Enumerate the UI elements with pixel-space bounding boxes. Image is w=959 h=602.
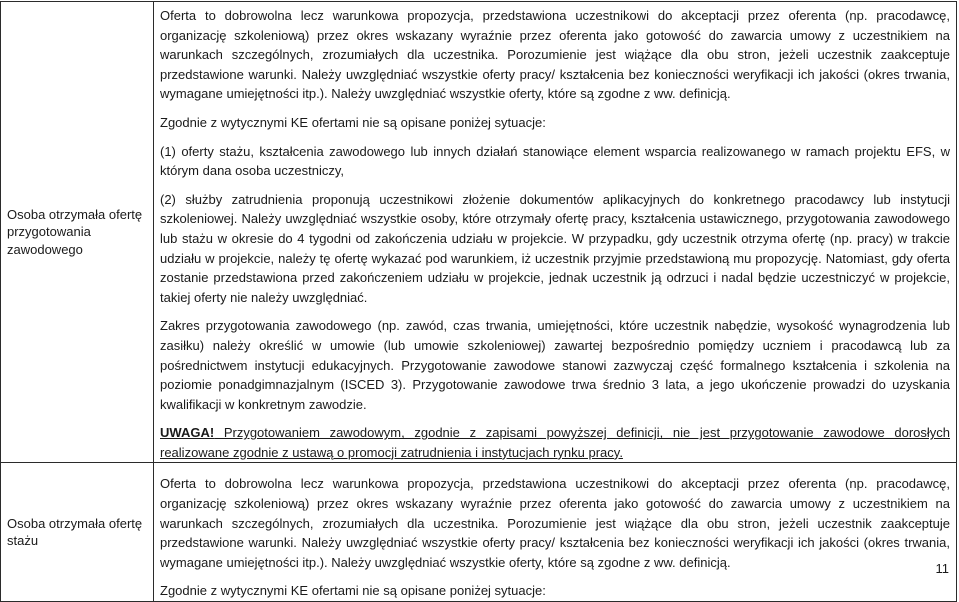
exclusion-item-1: (1) oferty stażu, kształcenia zawodowego lub innych działań stanowiące element wsparcia realizowanego w ramach projektu EFS, w którym dana osoba uczestniczy, (160, 143, 950, 179)
warning-label: UWAGA! (160, 425, 215, 441)
row-content-cell (154, 2, 957, 463)
vocational-training-definition: Zakres przygotowania zawodowego (np. zawód, czas trwania, umiejętności, które uczestnik nabędzie, wysokość wynagrodzenia lub zasiłku) należy określić w umowie (lub umowie szkoleniowej) zawartej bezpośrednio pomiędzy uczniem i pracodawcą lub za pośrednictwem instytucji edukacyjnych. Przygotowanie zawodowe stanowi zazwyczaj część formalnego kształcenia i szkolenia na poziomie ponadgimnazjalnym (ISCED 3). Przygotowanie zawodowe trwa średnio 3 lata, a jego ukończenie prowadzi do uzyskania kwalifikacji w konkretnym zawodzie. (160, 318, 950, 412)
warning-paragraph (160, 423, 950, 462)
table-row (1, 2, 957, 463)
row-label-cell (1, 463, 154, 602)
offer-definition-paragraph: Oferta to dobrowolna lecz warunkowa propozycja, przedstawiona uczestnikowi do akceptacji przez oferenta (np. pracodawcę, organizację szkoleniową) przez okres wskazany wyraźnie przez oferenta jako gotowość do zawarcia umowy z uczestnikiem na warunkach szczególnych, zrozumiałych dla uczestnika. Porozumienie jest wiążące dla obu stron, jeżeli uczestnik zaakceptuje przedstawione warunki. Należy uwzględniać wszystkie oferty pracy/ kształcenia bez konieczności weryfikacji ich jakości (okres trwania, wymagane umiejętności itp.). Należy uwzględniać wszystkie oferty, które są zgodne z ww. definicją. (160, 476, 950, 570)
row-label-cell (1, 2, 154, 463)
definitions-table (0, 1, 957, 602)
offer-definition-paragraph: Oferta to dobrowolna lecz warunkowa propozycja, przedstawiona uczestnikowi do akceptacji przez oferenta (np. pracodawcę, organizację szkoleniową) przez okres wskazany wyraźnie przez oferenta jako gotowość do zawarcia umowy z uczestnikiem na warunkach szczególnych, zrozumiałych dla uczestnika. Porozumienie jest wiążące dla obu stron, jeżeli uczestnik zaakceptuje przedstawione warunki. Należy uwzględniać wszystkie oferty pracy/ kształcenia bez konieczności weryfikacji ich jakości (okres trwania, wymagane umiejętności itp.). Należy uwzględniać wszystkie oferty, które są zgodne z ww. definicją. (160, 8, 950, 102)
ke-guidelines-paragraph: Zgodnie z wytycznymi KE ofertami nie są opisane poniżej sytuacje: (160, 114, 546, 130)
warning-text: Przygotowaniem zawodowym, zgodnie z zapisami powyższej definicji, nie jest przygotowanie zawodowe dorosłych realizowane zgodnie z ustawą o promocji zatrudnienia i instytucjach rynku pracy. (160, 425, 950, 460)
ke-guidelines-paragraph: Zgodnie z wytycznymi KE ofertami nie są opisane poniżej sytuacje: (160, 583, 546, 599)
row-label: Osoba otrzymała ofertę przygotowania zawodowego (7, 206, 143, 257)
exclusion-item-2: (2) służby zatrudnienia proponują uczestnikowi złożenie dokumentów aplikacyjnych do konkretnego pracodawcy lub instytucji szkoleniowej. Należy uwzględniać wszystkie osoby, które otrzymały ofertę pracy, kształcenia ustawicznego, przygotowania zawodowego lub stażu w okresie do 4 tygodni od zakończenia udziału w projekcie. W przypadku, gdy uczestnik otrzyma ofertę (np. pracy) w trakcie udziału w projekcie, należy tę ofertę wykazać pod warunkiem, iż uczestnik przyjmie przedstawioną mu propozycję. Natomiast, gdy oferta zostanie przedstawiona przed zakończeniem udziału w projekcie, jednak uczestnik ją odrzuci i nadal będzie uczestniczyć w projekcie, takiej oferty nie należy uwzględniać. (160, 191, 950, 305)
row-label: Osoba otrzymała ofertę stażu (7, 515, 143, 549)
page-number: 11 (935, 561, 949, 576)
row-content-cell (154, 463, 957, 602)
table-row (1, 463, 957, 602)
